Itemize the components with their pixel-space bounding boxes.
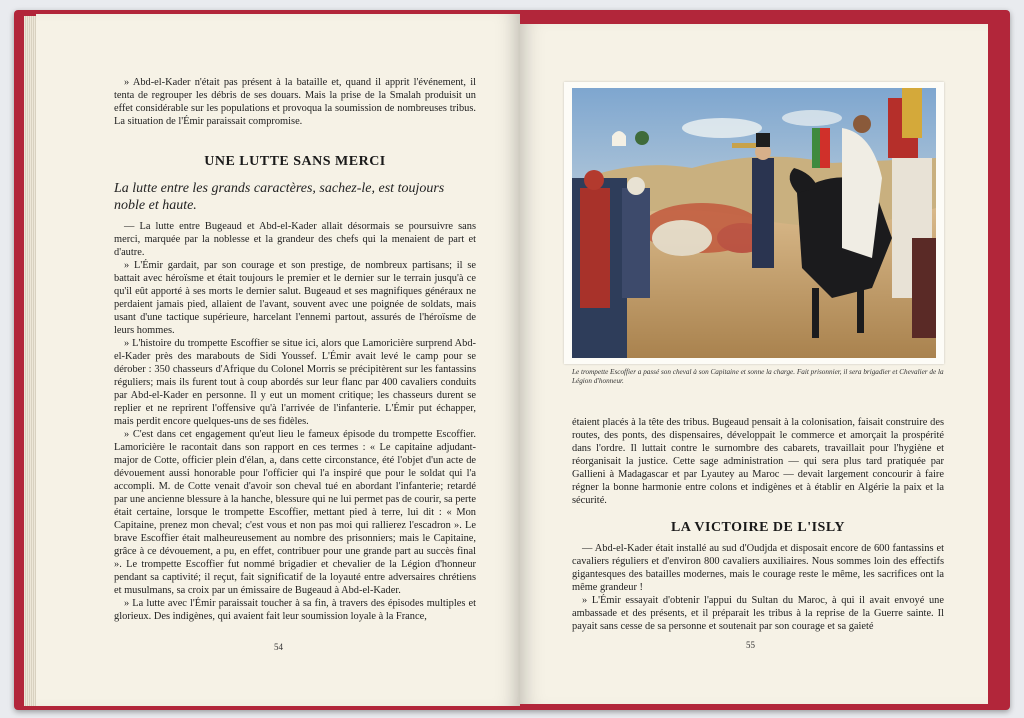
left-subheading-block (114, 180, 476, 214)
paragraph: » C'est dans cet engagement qu'eut lieu le fameux épisode du trompette Escoffier. Lamoricière le racontait dans son rapport en ces termes : « Le capitaine adjudant-major de Cotte, officier plein d'élan, a, dans cette circonstance, été l'objet d'un acte de dévouement aussi honorable pour l'officier qui l'a inspiré que pour le soldat qui l'a accompli. M. de Cotte venait d'avoir son cheval tué en abordant l'infanterie; retardé par une ancienne blessure à la hanche, blessure qui ne lui permet pas de courir, sa perte était certaine, lorsque le trompette Escoffier, mettant pied à terre, lui dit : « Mon Capitaine, prenez mon cheval; c'est vous et non pas moi qui rallierez l'escadron ». Le brave Escoffier était malheureusement au nombre des prisonniers; mais le Capitaine, grâce à ce dévouement, a pu, en effet, contribuer pour une grande part au succès final ». Le trompette Escoffier fut nommé brigadier et chevalier de la Légion d'honneur pendant sa captivité; il reçut, fait significatif de la loyauté entre adversaires chrétiens et musulmans, sa croix par un émissaire de Bugeaud à Abd-el-Kader. (114, 429, 476, 596)
right-column-top (572, 416, 944, 507)
paragraph: — Abd-el-Kader était installé au sud d'Oudjda et disposait encore de 600 fantassins et cavaliers réguliers et d'environ 800 cavaliers auxiliaires. Nous sommes loin des effectifs gigantesques des batailles modernes, mais le courage reste le même, les sacrifices ont la même grandeur ! (572, 543, 944, 593)
battle-illustration (572, 88, 936, 358)
left-page (36, 14, 520, 706)
section-subheading: La lutte entre les grands caractères, sachez-le, est toujours noble et haute. (114, 181, 445, 213)
paragraph: » L'histoire du trompette Escoffier se situe ici, alors que Lamoricière surprend Abd-el-Kader près des marabouts de Sidi Youssef. L'Émir avait levé le camp pour se dérober : 350 chasseurs d'Afrique du Colonel Morris se précipitèrent sur les fantassins réguliers; mais ils furent tout à coup abordés sur leur flanc par 400 cavaliers conduits par Abd-el-Kader en personne. Il y eut un moment critique; les chasseurs durent se replier et ne reprirent l'offensive qu'à l'arrivée de l'infanterie. L'Émir put échapper, mais perdit encore quelques-uns de ses fidèles. (114, 338, 476, 427)
paragraph: » L'Émir essayait d'obtenir l'appui du Sultan du Maroc, à qui il avait envoyé une ambassade et des présents, et il préparait les tribus à la reprise de la Guerre sainte. Il payait sans cesse de sa personne et soutenait par son courage et sa gaieté (572, 595, 944, 632)
section-heading: UNE LUTTE SANS MERCI (204, 154, 386, 169)
paragraph: — La lutte entre Bugeaud et Abd-el-Kader allait désormais se poursuivre sans merci, marquée par la noblesse et la grandeur des chefs qui la menaient de part et d'autre. (114, 221, 476, 258)
left-column-body (114, 220, 476, 623)
left-column-top (114, 76, 476, 128)
right-column-body (572, 542, 944, 633)
paragraph: » L'Émir gardait, par son courage et son prestige, de nombreux partisans; il se battait avec héroïsme et était toujours le premier et le dernier sur le terrain jusqu'à ce qu'il eût apporté à ses morts le dernier salut. Bugeaud et ses magnifiques généraux ne perdaient jamais pied, allaient de l'avant, souvent avec une poignée de soldats, mais usant d'une tactique supérieure, harcelant l'ennemi partout, assurés de l'héroïsme de leurs hommes. (114, 260, 476, 336)
section-heading: LA VICTOIRE DE L'ISLY (670, 520, 846, 535)
illustration-caption: Le trompette Escoffier a passé son cheval à son Capitaine et sonne la charge. Fait prisonnier, il sera brigadier et Chevalier de la Légion d'honneur. (572, 368, 944, 385)
paragraph: étaient placés à la tête des tribus. Bugeaud pensait à la colonisation, faisait construire des routes, des ponts, des dispensaires, développait le commerce et amorçait la prospérité dans l'ordre. Il luttait contre le surnombre des cabarets, travaillait pour l'hygiène et réorganisait la justice. Cette sage administration — qui sera plus tard pratiquée par Gallieni à Madagascar et par Lyautey au Maroc — devait largement concourir à faire régner la bonne harmonie entre colons et indigènes et à établir en Algérie la paix et la sécurité. (572, 417, 944, 506)
paragraph: » La lutte avec l'Émir paraissait toucher à sa fin, à travers des épisodes multiples et glorieux. Des indigènes, qui avaient fait leur soumission loyale à la France, (114, 598, 476, 622)
page-number: 54 (274, 642, 283, 652)
right-page (520, 24, 988, 704)
page-number: 55 (746, 640, 755, 650)
paragraph: » Abd-el-Kader n'était pas présent à la bataille et, quand il apprit l'événement, il tenta de regrouper les débris de ses douars. Mais la prise de la Smalah produisit un effet considérable sur les populations et provoqua la soumission de nombreuses tribus. La situation de l'Émir paraissait compromise. (114, 77, 476, 127)
illustration-frame (564, 82, 944, 364)
